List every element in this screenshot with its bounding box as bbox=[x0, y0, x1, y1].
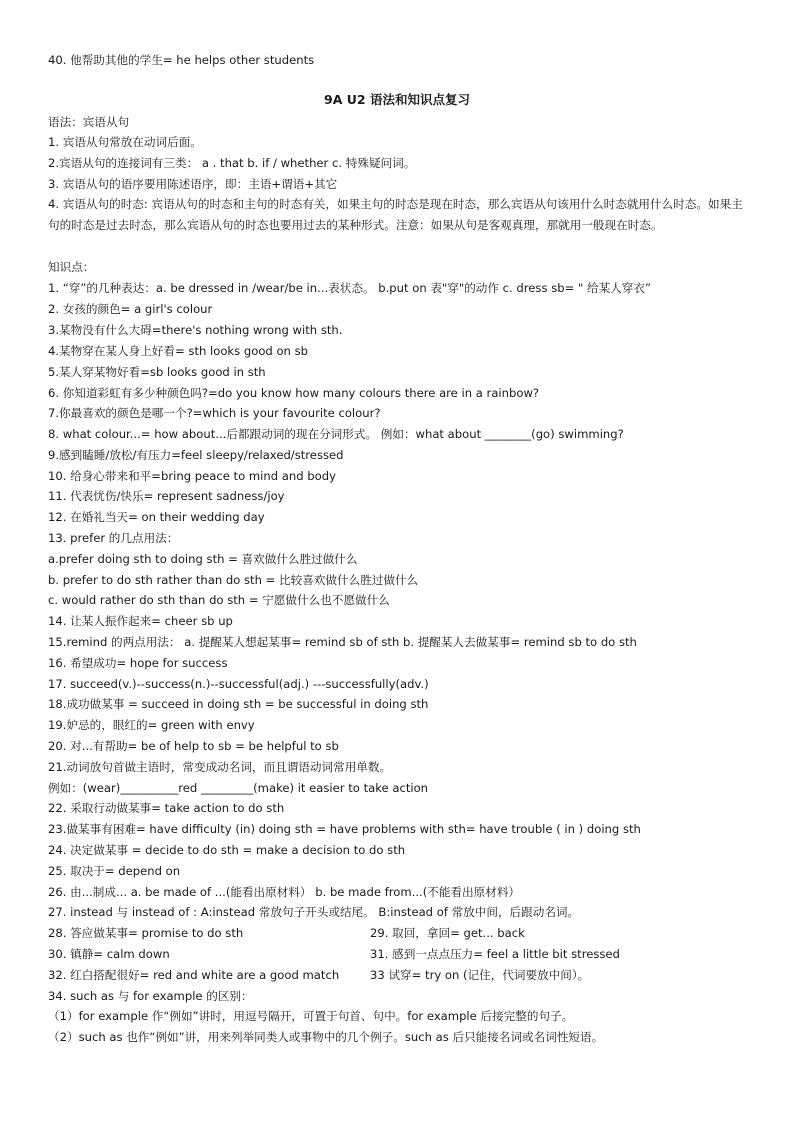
knowledge-item-2: 2. 女孩的颜色= a girl's colour bbox=[48, 302, 213, 316]
knowledge-item-3: 3.某物没有什么大碍=there's nothing wrong with sth. bbox=[48, 323, 343, 337]
grammar-point-2: 2.宾语从句的连接词有三类： a . that b. if / whether c. 特殊疑问词。 bbox=[48, 156, 416, 170]
knowledge-item-8: 8. what colour...= how about...后都跟动词的现在分词形式。 例如：what about ________(go) swimming? bbox=[48, 427, 624, 441]
knowledge-item-9: 9.感到瞌睡/放松/有压力=feel sleepy/relaxed/stressed bbox=[48, 448, 344, 462]
knowledge-item-31: 31. 感到一点点压力= feel a little bit stressed bbox=[370, 947, 620, 961]
knowledge-item-28: 28. 答应做某事= promise to do sth bbox=[48, 926, 244, 940]
knowledge-item-24: 24. 决定做某事 = decide to do sth = make a decision to do sth bbox=[48, 843, 406, 857]
knowledge-item-27: 27. instead 与 instead of : A:instead 常放句子开头或结尾。 B:instead of 常放中间，后跟动名词。 bbox=[48, 905, 580, 919]
knowledge-item-26: 26. 由...制成... a. be made of ...(能看出原材料） b. be made from...(不能看出原材料） bbox=[48, 885, 521, 899]
knowledge-item-23: 23.做某事有困难= have difficulty (in) doing sth = have problems with sth= have trouble ( in ) doing sth bbox=[48, 822, 641, 836]
knowledge-item-18: 18.成功做某事 = succeed in doing sth = be successful in doing sth bbox=[48, 697, 429, 711]
knowledge-item-7: 7.你最喜欢的颜色是哪一个?=which is your favourite colour? bbox=[48, 406, 381, 420]
knowledge-item-4: 4.某物穿在某人身上好看= sth looks good on sb bbox=[48, 344, 308, 358]
knowledge-item-25: 25. 取决于= depend on bbox=[48, 864, 181, 878]
knowledge-item-22: 22. 采取行动做某事= take action to do sth bbox=[48, 801, 285, 815]
knowledge-item-34-note-1: （1）for example 作“例如”讲时，用逗号隔开，可置于句首、句中。for example 后接完整的句子。 bbox=[48, 1009, 574, 1023]
knowledge-item-6: 6. 你知道彩虹有多少种颜色吗?=do you know how many colours there are in a rainbow? bbox=[48, 386, 540, 400]
knowledge-item-16: 16. 希望成功= hope for success bbox=[48, 656, 228, 670]
knowledge-item-32: 32. 红白搭配很好= red and white are a good match bbox=[48, 968, 340, 982]
knowledge-item-10: 10. 给身心带来和平=bring peace to mind and body bbox=[48, 469, 336, 483]
knowledge-item-12: 12. 在婚礼当天= on their wedding day bbox=[48, 510, 265, 524]
knowledge-item-20: 20. 对...有帮助= be of help to sb = be helpful to sb bbox=[48, 739, 339, 753]
knowledge-item-33: 33 试穿= try on (记住，代词要放中间）。 bbox=[370, 968, 590, 982]
knowledge-item-5: 5.某人穿某物好看=sb looks good in sth bbox=[48, 365, 266, 379]
knowledge-heading: 知识点： bbox=[48, 260, 95, 274]
header-line: 40. 他帮助其他的学生= he helps other students bbox=[48, 53, 315, 67]
knowledge-item-13b: b. prefer to do sth rather than do sth = 比较喜欢做什么胜过做什么 bbox=[48, 573, 419, 587]
knowledge-item-13c: c. would rather do sth than do sth = 宁愿做什么也不愿做什么 bbox=[48, 593, 390, 607]
knowledge-item-1: 1. “穿”的几种表达：a. be dressed in /wear/be in...表状态。 b.put on 表"穿"的动作 c. dress sb= " 给某人穿衣” bbox=[48, 281, 651, 295]
knowledge-item-13: 13. prefer 的几点用法： bbox=[48, 531, 179, 545]
knowledge-item-11: 11. 代表忧伤/快乐= represent sadness/joy bbox=[48, 489, 285, 503]
knowledge-item-30: 30. 镇静= calm down bbox=[48, 947, 170, 961]
grammar-point-3: 3. 宾语从句的语序要用陈述语序，即：主语+谓语+其它 bbox=[48, 177, 338, 191]
knowledge-item-17: 17. succeed(v.)--success(n.)--successful(adj.) ---successfully(adv.) bbox=[48, 677, 429, 691]
knowledge-item-13a: a.prefer doing sth to doing sth = 喜欢做什么胜过做什么 bbox=[48, 552, 358, 566]
knowledge-item-15: 15.remind 的两点用法： a. 提醒某人想起某事= remind sb of sth b. 提醒某人去做某事= remind sb to do sth bbox=[48, 635, 637, 649]
knowledge-item-19: 19.妒忌的，眼红的= green with envy bbox=[48, 718, 255, 732]
grammar-point-4: 4. 宾语从句的时态: 宾语从句的时态和主句的时态有关，如果主句的时态是现在时态，那么宾语从句该用什么时态就用什么时态。如果主句的时态是过去时态，那么宾语从句的时态也要用过去的某种形式。注意：如果从句是客观真理，那就用一般现在时态。 bbox=[48, 197, 743, 232]
grammar-point-1: 1. 宾语从句常放在动词后面。 bbox=[48, 135, 202, 149]
knowledge-item-29: 29. 取回，拿回= get... back bbox=[370, 926, 525, 940]
knowledge-item-21-example: 例如：(wear)__________red _________(make) it easier to take action bbox=[48, 781, 429, 795]
knowledge-item-34: 34. such as 与 for example 的区别： bbox=[48, 989, 253, 1003]
knowledge-item-14: 14. 让某人振作起来= cheer sb up bbox=[48, 614, 233, 628]
knowledge-item-21: 21.动词放句首做主语时，常变成动名词，而且谓语动词常用单数。 bbox=[48, 760, 392, 774]
knowledge-item-34-note-2: （2）such as 也作“例如”讲，用来列举同类人或事物中的几个例子。such as 后只能接名词或名词性短语。 bbox=[48, 1030, 604, 1044]
grammar-heading: 语法：宾语从句 bbox=[48, 115, 130, 129]
section-title: 9A U2 语法和知识点复习 bbox=[324, 92, 470, 107]
